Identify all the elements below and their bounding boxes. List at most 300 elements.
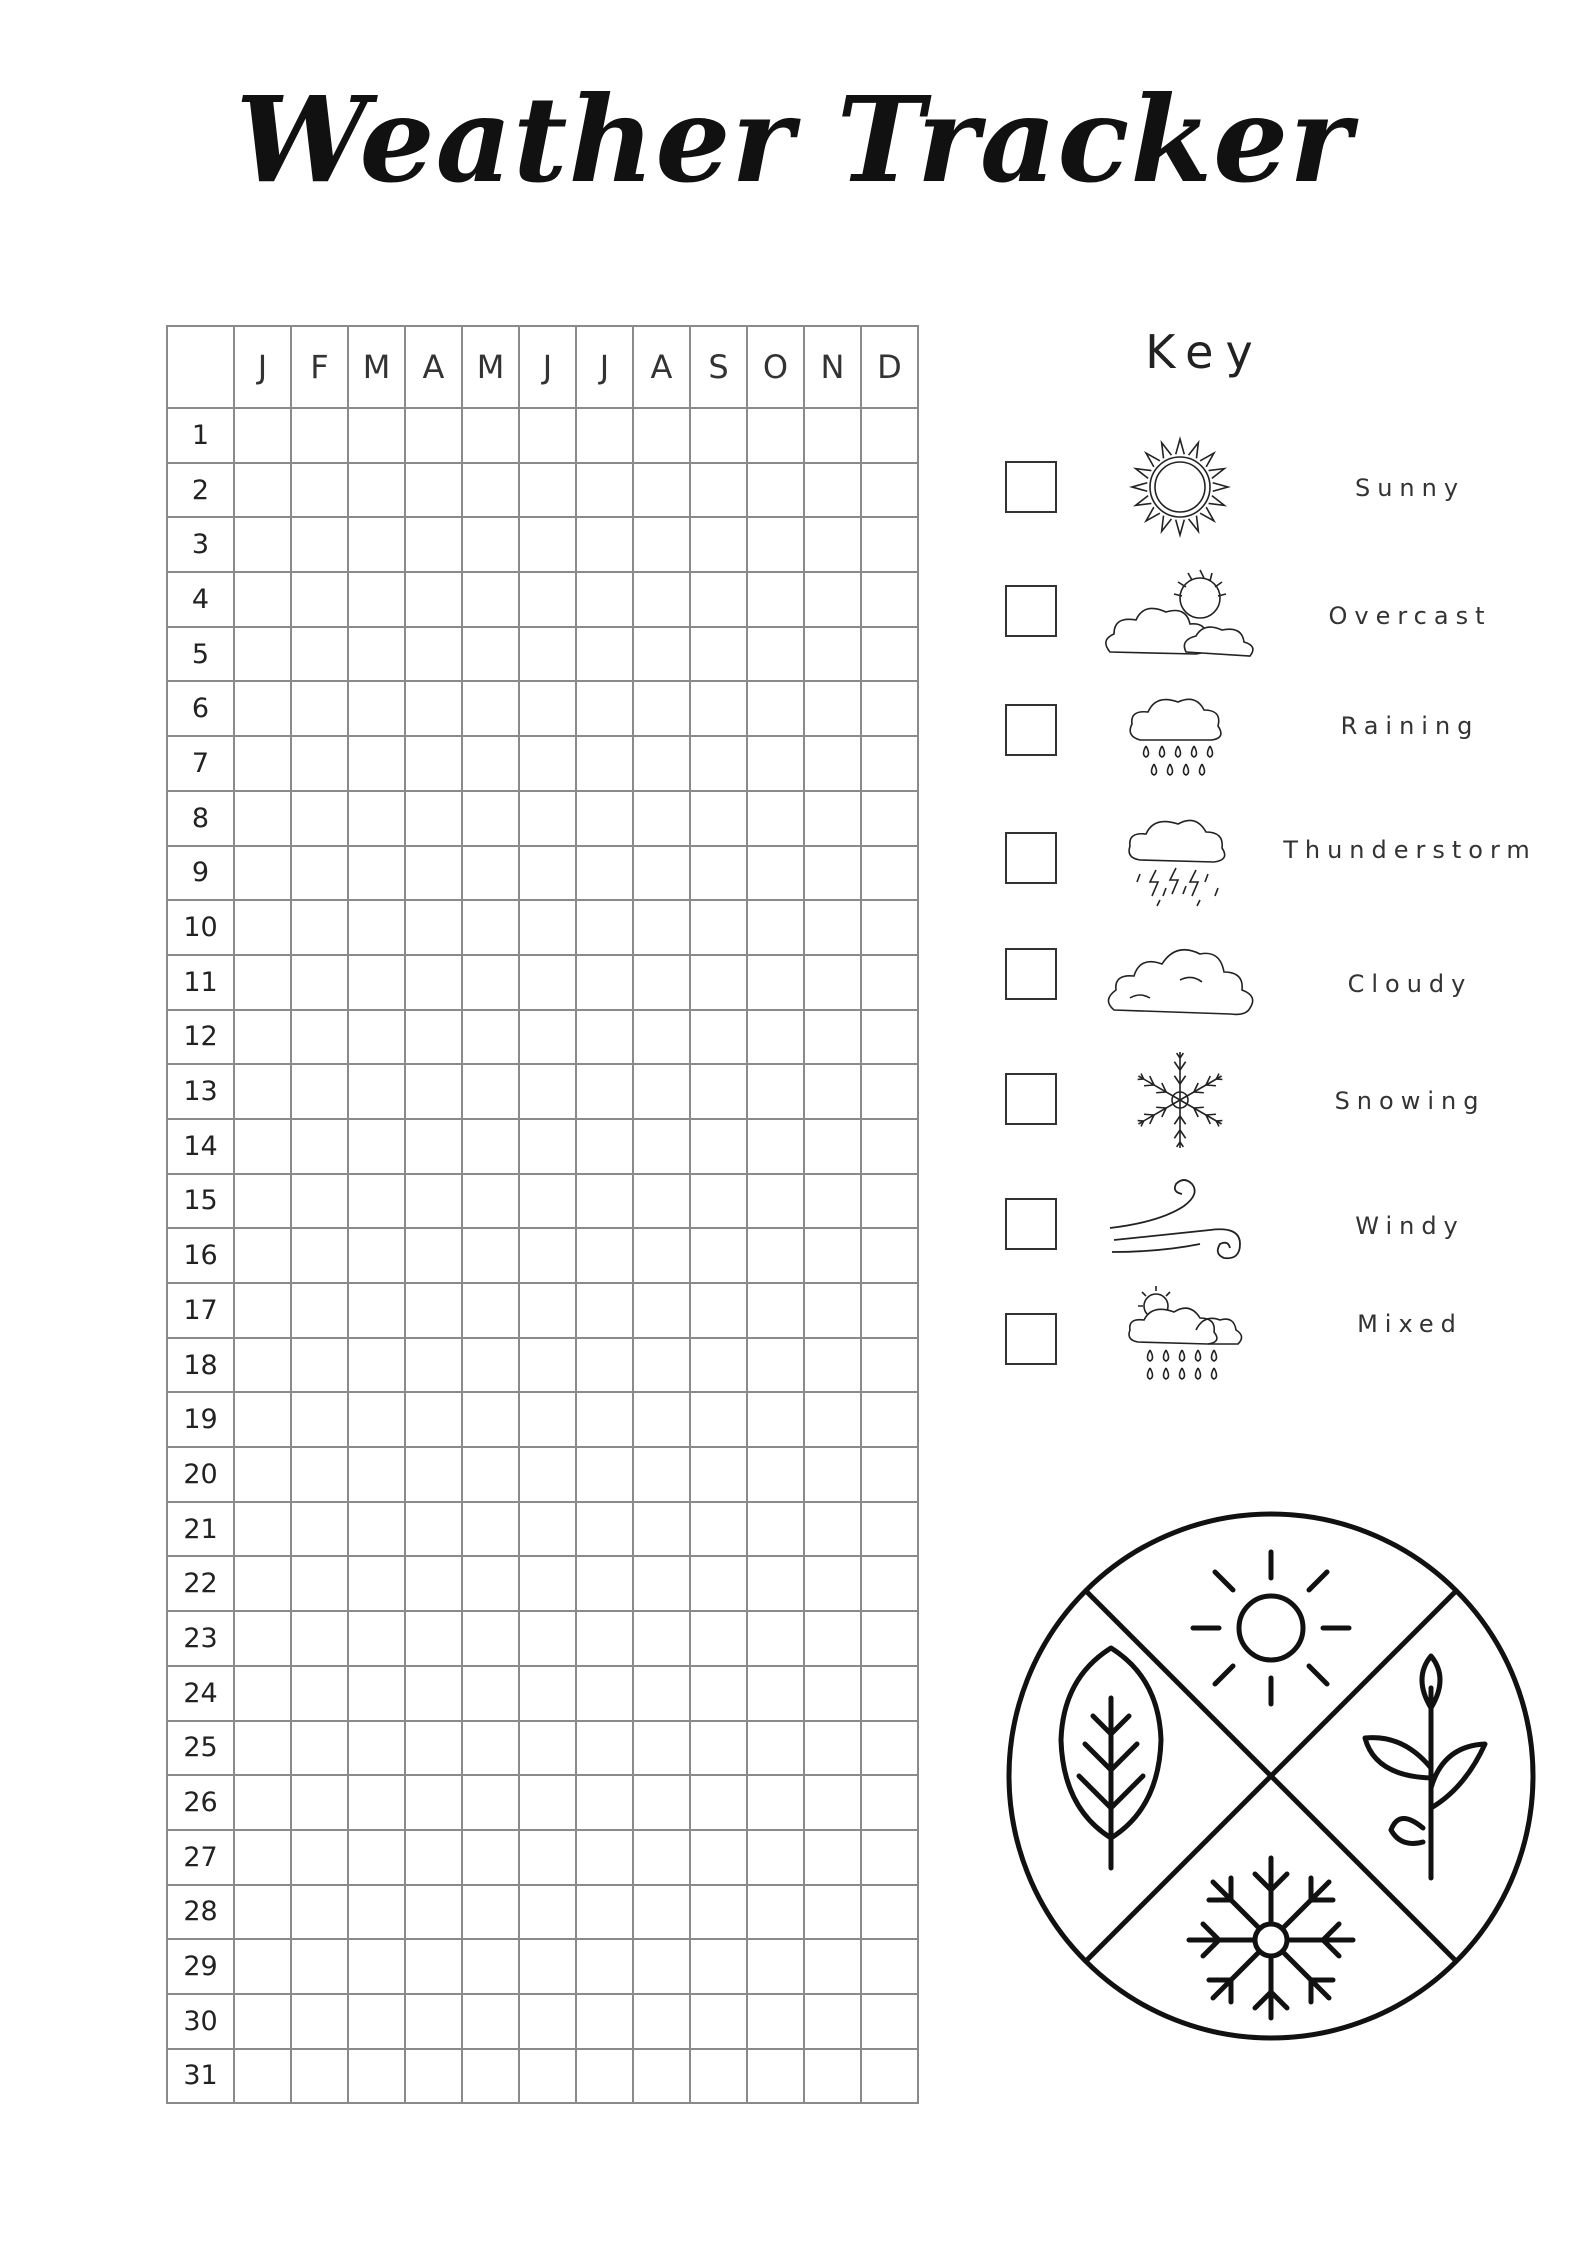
tracker-cell[interactable]	[519, 681, 576, 736]
tracker-cell[interactable]	[234, 1556, 291, 1611]
tracker-cell[interactable]	[633, 1611, 690, 1666]
tracker-cell[interactable]	[234, 736, 291, 791]
tracker-cell[interactable]	[690, 1228, 747, 1283]
tracker-cell[interactable]	[405, 1830, 462, 1885]
tracker-cell[interactable]	[690, 1119, 747, 1174]
tracker-cell[interactable]	[291, 955, 348, 1010]
tracker-cell[interactable]	[405, 463, 462, 518]
tracker-cell[interactable]	[405, 1228, 462, 1283]
tracker-cell[interactable]	[633, 2049, 690, 2104]
tracker-cell[interactable]	[804, 1010, 861, 1065]
tracker-cell[interactable]	[690, 572, 747, 627]
tracker-cell[interactable]	[804, 517, 861, 572]
tracker-cell[interactable]	[576, 955, 633, 1010]
tracker-cell[interactable]	[804, 1939, 861, 1994]
tracker-cell[interactable]	[861, 900, 918, 955]
tracker-cell[interactable]	[633, 1885, 690, 1940]
tracker-cell[interactable]	[405, 1939, 462, 1994]
tracker-cell[interactable]	[804, 791, 861, 846]
tracker-cell[interactable]	[519, 572, 576, 627]
tracker-cell[interactable]	[576, 1556, 633, 1611]
tracker-cell[interactable]	[633, 1447, 690, 1502]
tracker-cell[interactable]	[576, 627, 633, 682]
tracker-cell[interactable]	[861, 627, 918, 682]
tracker-cell[interactable]	[405, 1283, 462, 1338]
tracker-cell[interactable]	[405, 517, 462, 572]
tracker-cell[interactable]	[462, 1010, 519, 1065]
tracker-cell[interactable]	[519, 1885, 576, 1940]
tracker-cell[interactable]	[405, 627, 462, 682]
tracker-cell[interactable]	[291, 1064, 348, 1119]
tracker-cell[interactable]	[405, 736, 462, 791]
tracker-cell[interactable]	[234, 1775, 291, 1830]
tracker-cell[interactable]	[747, 1502, 804, 1557]
tracker-cell[interactable]	[291, 1775, 348, 1830]
tracker-cell[interactable]	[804, 1392, 861, 1447]
tracker-cell[interactable]	[348, 1010, 405, 1065]
tracker-cell[interactable]	[861, 1994, 918, 2049]
sunny-checkbox[interactable]	[1005, 461, 1057, 513]
tracker-cell[interactable]	[348, 1392, 405, 1447]
tracker-cell[interactable]	[576, 517, 633, 572]
tracker-cell[interactable]	[462, 900, 519, 955]
tracker-cell[interactable]	[747, 846, 804, 901]
tracker-cell[interactable]	[861, 1556, 918, 1611]
tracker-cell[interactable]	[690, 463, 747, 518]
tracker-cell[interactable]	[462, 1119, 519, 1174]
tracker-cell[interactable]	[462, 791, 519, 846]
cloudy-checkbox[interactable]	[1005, 948, 1057, 1000]
tracker-cell[interactable]	[576, 1447, 633, 1502]
tracker-cell[interactable]	[804, 1830, 861, 1885]
tracker-cell[interactable]	[576, 1939, 633, 1994]
tracker-cell[interactable]	[576, 1611, 633, 1666]
tracker-cell[interactable]	[690, 1721, 747, 1776]
tracker-cell[interactable]	[348, 791, 405, 846]
tracker-cell[interactable]	[861, 572, 918, 627]
tracker-cell[interactable]	[405, 1502, 462, 1557]
tracker-cell[interactable]	[633, 463, 690, 518]
tracker-cell[interactable]	[405, 408, 462, 463]
tracker-cell[interactable]	[519, 1666, 576, 1721]
tracker-cell[interactable]	[291, 1666, 348, 1721]
tracker-cell[interactable]	[462, 1447, 519, 1502]
tracker-cell[interactable]	[690, 900, 747, 955]
tracker-cell[interactable]	[234, 1010, 291, 1065]
tracker-cell[interactable]	[633, 736, 690, 791]
tracker-cell[interactable]	[348, 1447, 405, 1502]
tracker-cell[interactable]	[804, 1611, 861, 1666]
tracker-cell[interactable]	[747, 1119, 804, 1174]
tracker-cell[interactable]	[633, 1338, 690, 1393]
tracker-cell[interactable]	[633, 1775, 690, 1830]
tracker-cell[interactable]	[462, 1994, 519, 2049]
tracker-cell[interactable]	[747, 1939, 804, 1994]
tracker-cell[interactable]	[861, 681, 918, 736]
tracker-cell[interactable]	[234, 1338, 291, 1393]
tracker-cell[interactable]	[804, 681, 861, 736]
tracker-cell[interactable]	[234, 463, 291, 518]
tracker-cell[interactable]	[747, 2049, 804, 2104]
tracker-cell[interactable]	[804, 572, 861, 627]
tracker-cell[interactable]	[747, 681, 804, 736]
tracker-cell[interactable]	[348, 955, 405, 1010]
tracker-cell[interactable]	[576, 1885, 633, 1940]
tracker-cell[interactable]	[861, 1611, 918, 1666]
tracker-cell[interactable]	[519, 517, 576, 572]
overcast-checkbox[interactable]	[1005, 585, 1057, 637]
tracker-cell[interactable]	[405, 1775, 462, 1830]
tracker-cell[interactable]	[234, 681, 291, 736]
tracker-cell[interactable]	[519, 846, 576, 901]
tracker-cell[interactable]	[519, 1939, 576, 1994]
tracker-cell[interactable]	[861, 1939, 918, 1994]
tracker-cell[interactable]	[291, 463, 348, 518]
tracker-cell[interactable]	[747, 791, 804, 846]
tracker-cell[interactable]	[234, 1611, 291, 1666]
tracker-cell[interactable]	[804, 1994, 861, 2049]
tracker-cell[interactable]	[861, 1283, 918, 1338]
tracker-cell[interactable]	[861, 2049, 918, 2104]
tracker-cell[interactable]	[462, 1064, 519, 1119]
tracker-cell[interactable]	[291, 1283, 348, 1338]
tracker-cell[interactable]	[804, 846, 861, 901]
tracker-cell[interactable]	[861, 1338, 918, 1393]
tracker-cell[interactable]	[576, 681, 633, 736]
tracker-cell[interactable]	[804, 2049, 861, 2104]
mixed-checkbox[interactable]	[1005, 1313, 1057, 1365]
tracker-cell[interactable]	[519, 1994, 576, 2049]
tracker-cell[interactable]	[234, 1392, 291, 1447]
tracker-cell[interactable]	[576, 1775, 633, 1830]
tracker-cell[interactable]	[462, 1885, 519, 1940]
tracker-cell[interactable]	[576, 2049, 633, 2104]
tracker-cell[interactable]	[348, 1666, 405, 1721]
tracker-cell[interactable]	[633, 681, 690, 736]
tracker-cell[interactable]	[462, 1666, 519, 1721]
tracker-cell[interactable]	[633, 572, 690, 627]
tracker-cell[interactable]	[405, 1611, 462, 1666]
tracker-cell[interactable]	[747, 1611, 804, 1666]
tracker-cell[interactable]	[690, 2049, 747, 2104]
tracker-cell[interactable]	[747, 1174, 804, 1229]
tracker-cell[interactable]	[462, 681, 519, 736]
tracker-cell[interactable]	[804, 1283, 861, 1338]
tracker-cell[interactable]	[291, 627, 348, 682]
tracker-cell[interactable]	[405, 1666, 462, 1721]
tracker-cell[interactable]	[633, 1119, 690, 1174]
tracker-cell[interactable]	[861, 1666, 918, 1721]
tracker-cell[interactable]	[234, 1174, 291, 1229]
tracker-cell[interactable]	[462, 1830, 519, 1885]
tracker-cell[interactable]	[519, 1119, 576, 1174]
tracker-cell[interactable]	[633, 1010, 690, 1065]
tracker-cell[interactable]	[690, 1939, 747, 1994]
tracker-cell[interactable]	[519, 1228, 576, 1283]
tracker-cell[interactable]	[690, 408, 747, 463]
tracker-cell[interactable]	[291, 1119, 348, 1174]
tracker-cell[interactable]	[462, 463, 519, 518]
tracker-cell[interactable]	[519, 1556, 576, 1611]
tracker-cell[interactable]	[633, 791, 690, 846]
tracker-cell[interactable]	[804, 1556, 861, 1611]
tracker-cell[interactable]	[576, 1721, 633, 1776]
tracker-cell[interactable]	[747, 1666, 804, 1721]
tracker-cell[interactable]	[576, 572, 633, 627]
tracker-cell[interactable]	[690, 1775, 747, 1830]
tracker-cell[interactable]	[348, 1338, 405, 1393]
tracker-cell[interactable]	[861, 517, 918, 572]
tracker-cell[interactable]	[690, 1338, 747, 1393]
tracker-cell[interactable]	[576, 1502, 633, 1557]
tracker-cell[interactable]	[291, 1338, 348, 1393]
tracker-cell[interactable]	[633, 408, 690, 463]
tracker-cell[interactable]	[348, 736, 405, 791]
tracker-cell[interactable]	[291, 900, 348, 955]
tracker-cell[interactable]	[405, 1338, 462, 1393]
tracker-cell[interactable]	[861, 846, 918, 901]
tracker-cell[interactable]	[462, 2049, 519, 2104]
tracker-cell[interactable]	[576, 1174, 633, 1229]
tracker-cell[interactable]	[348, 1119, 405, 1174]
tracker-cell[interactable]	[348, 900, 405, 955]
tracker-cell[interactable]	[348, 1830, 405, 1885]
tracker-cell[interactable]	[690, 1666, 747, 1721]
tracker-cell[interactable]	[348, 1994, 405, 2049]
tracker-cell[interactable]	[234, 1228, 291, 1283]
tracker-cell[interactable]	[690, 1556, 747, 1611]
tracker-cell[interactable]	[234, 627, 291, 682]
tracker-cell[interactable]	[690, 1064, 747, 1119]
tracker-cell[interactable]	[519, 1502, 576, 1557]
tracker-cell[interactable]	[804, 955, 861, 1010]
tracker-cell[interactable]	[405, 681, 462, 736]
tracker-cell[interactable]	[234, 791, 291, 846]
tracker-cell[interactable]	[690, 1392, 747, 1447]
tracker-cell[interactable]	[291, 408, 348, 463]
tracker-cell[interactable]	[747, 517, 804, 572]
tracker-cell[interactable]	[576, 1666, 633, 1721]
tracker-cell[interactable]	[291, 791, 348, 846]
tracker-cell[interactable]	[519, 1283, 576, 1338]
tracker-cell[interactable]	[291, 1611, 348, 1666]
tracker-cell[interactable]	[747, 1338, 804, 1393]
tracker-cell[interactable]	[804, 1228, 861, 1283]
tracker-cell[interactable]	[861, 408, 918, 463]
tracker-cell[interactable]	[804, 1338, 861, 1393]
tracker-cell[interactable]	[348, 1775, 405, 1830]
tracker-cell[interactable]	[633, 846, 690, 901]
tracker-cell[interactable]	[462, 1721, 519, 1776]
tracker-cell[interactable]	[234, 1666, 291, 1721]
tracker-cell[interactable]	[633, 1228, 690, 1283]
tracker-cell[interactable]	[633, 1994, 690, 2049]
tracker-cell[interactable]	[747, 1447, 804, 1502]
tracker-cell[interactable]	[690, 846, 747, 901]
tracker-cell[interactable]	[576, 1064, 633, 1119]
tracker-cell[interactable]	[519, 955, 576, 1010]
tracker-cell[interactable]	[747, 463, 804, 518]
tracker-cell[interactable]	[747, 1283, 804, 1338]
tracker-cell[interactable]	[291, 517, 348, 572]
tracker-cell[interactable]	[633, 1174, 690, 1229]
tracker-cell[interactable]	[690, 1994, 747, 2049]
tracker-cell[interactable]	[861, 463, 918, 518]
tracker-cell[interactable]	[576, 900, 633, 955]
tracker-cell[interactable]	[234, 1994, 291, 2049]
tracker-cell[interactable]	[576, 1338, 633, 1393]
tracker-cell[interactable]	[291, 572, 348, 627]
tracker-cell[interactable]	[462, 1939, 519, 1994]
tracker-cell[interactable]	[747, 1556, 804, 1611]
tracker-cell[interactable]	[576, 1119, 633, 1174]
tracker-cell[interactable]	[291, 1721, 348, 1776]
tracker-cell[interactable]	[861, 1885, 918, 1940]
tracker-cell[interactable]	[291, 1174, 348, 1229]
tracker-cell[interactable]	[576, 1228, 633, 1283]
tracker-cell[interactable]	[747, 900, 804, 955]
tracker-cell[interactable]	[633, 1939, 690, 1994]
tracker-cell[interactable]	[234, 1283, 291, 1338]
tracker-cell[interactable]	[348, 1228, 405, 1283]
tracker-cell[interactable]	[633, 1556, 690, 1611]
tracker-cell[interactable]	[519, 463, 576, 518]
tracker-cell[interactable]	[633, 517, 690, 572]
tracker-cell[interactable]	[234, 1502, 291, 1557]
tracker-cell[interactable]	[861, 1502, 918, 1557]
tracker-cell[interactable]	[804, 408, 861, 463]
tracker-cell[interactable]	[690, 955, 747, 1010]
windy-checkbox[interactable]	[1005, 1198, 1057, 1250]
tracker-cell[interactable]	[291, 736, 348, 791]
tracker-cell[interactable]	[576, 846, 633, 901]
tracker-cell[interactable]	[462, 408, 519, 463]
tracker-cell[interactable]	[462, 1502, 519, 1557]
tracker-cell[interactable]	[861, 1228, 918, 1283]
tracker-cell[interactable]	[861, 1447, 918, 1502]
tracker-cell[interactable]	[291, 1885, 348, 1940]
tracker-cell[interactable]	[519, 1775, 576, 1830]
tracker-cell[interactable]	[348, 1556, 405, 1611]
tracker-cell[interactable]	[633, 1392, 690, 1447]
tracker-cell[interactable]	[462, 1611, 519, 1666]
tracker-cell[interactable]	[747, 955, 804, 1010]
tracker-cell[interactable]	[291, 1556, 348, 1611]
tracker-cell[interactable]	[348, 1174, 405, 1229]
tracker-cell[interactable]	[633, 1283, 690, 1338]
tracker-cell[interactable]	[861, 1174, 918, 1229]
tracker-cell[interactable]	[576, 408, 633, 463]
tracker-cell[interactable]	[747, 627, 804, 682]
tracker-cell[interactable]	[576, 1392, 633, 1447]
tracker-cell[interactable]	[462, 846, 519, 901]
tracker-cell[interactable]	[804, 1885, 861, 1940]
tracker-cell[interactable]	[234, 1119, 291, 1174]
tracker-cell[interactable]	[348, 463, 405, 518]
tracker-cell[interactable]	[633, 900, 690, 955]
tracker-cell[interactable]	[234, 1064, 291, 1119]
tracker-cell[interactable]	[690, 1447, 747, 1502]
tracker-cell[interactable]	[405, 1174, 462, 1229]
tracker-cell[interactable]	[576, 1283, 633, 1338]
tracker-cell[interactable]	[462, 1174, 519, 1229]
tracker-cell[interactable]	[633, 1502, 690, 1557]
tracker-cell[interactable]	[519, 1447, 576, 1502]
tracker-cell[interactable]	[690, 1010, 747, 1065]
tracker-cell[interactable]	[234, 1721, 291, 1776]
tracker-cell[interactable]	[348, 572, 405, 627]
tracker-cell[interactable]	[291, 846, 348, 901]
tracker-cell[interactable]	[348, 2049, 405, 2104]
tracker-cell[interactable]	[519, 1338, 576, 1393]
tracker-cell[interactable]	[462, 1338, 519, 1393]
tracker-cell[interactable]	[405, 1447, 462, 1502]
tracker-cell[interactable]	[348, 1064, 405, 1119]
tracker-cell[interactable]	[405, 791, 462, 846]
tracker-cell[interactable]	[234, 955, 291, 1010]
tracker-cell[interactable]	[405, 572, 462, 627]
tracker-cell[interactable]	[405, 846, 462, 901]
tracker-cell[interactable]	[747, 1064, 804, 1119]
tracker-cell[interactable]	[861, 1830, 918, 1885]
tracker-cell[interactable]	[747, 1994, 804, 2049]
tracker-cell[interactable]	[291, 681, 348, 736]
tracker-cell[interactable]	[576, 1010, 633, 1065]
tracker-cell[interactable]	[804, 1775, 861, 1830]
tracker-cell[interactable]	[861, 1721, 918, 1776]
tracker-cell[interactable]	[519, 736, 576, 791]
tracker-cell[interactable]	[462, 1283, 519, 1338]
tracker-cell[interactable]	[348, 408, 405, 463]
tracker-cell[interactable]	[291, 1830, 348, 1885]
tracker-cell[interactable]	[519, 1721, 576, 1776]
tracker-cell[interactable]	[519, 1174, 576, 1229]
tracker-cell[interactable]	[234, 1939, 291, 1994]
tracker-cell[interactable]	[804, 1721, 861, 1776]
tracker-cell[interactable]	[690, 736, 747, 791]
tracker-cell[interactable]	[861, 791, 918, 846]
tracker-cell[interactable]	[519, 1830, 576, 1885]
tracker-cell[interactable]	[234, 408, 291, 463]
tracker-cell[interactable]	[861, 1119, 918, 1174]
tracker-cell[interactable]	[462, 1775, 519, 1830]
tracker-cell[interactable]	[234, 1447, 291, 1502]
tracker-cell[interactable]	[405, 1994, 462, 2049]
tracker-cell[interactable]	[348, 517, 405, 572]
thunderstorm-checkbox[interactable]	[1005, 832, 1057, 884]
tracker-cell[interactable]	[462, 1228, 519, 1283]
tracker-cell[interactable]	[405, 1119, 462, 1174]
tracker-cell[interactable]	[291, 1502, 348, 1557]
snowing-checkbox[interactable]	[1005, 1073, 1057, 1125]
tracker-cell[interactable]	[405, 900, 462, 955]
tracker-cell[interactable]	[405, 1556, 462, 1611]
tracker-cell[interactable]	[804, 1064, 861, 1119]
tracker-cell[interactable]	[291, 1228, 348, 1283]
tracker-cell[interactable]	[462, 627, 519, 682]
tracker-cell[interactable]	[861, 1775, 918, 1830]
tracker-cell[interactable]	[234, 2049, 291, 2104]
tracker-cell[interactable]	[291, 1447, 348, 1502]
tracker-cell[interactable]	[234, 572, 291, 627]
tracker-cell[interactable]	[291, 1994, 348, 2049]
tracker-cell[interactable]	[348, 1721, 405, 1776]
tracker-cell[interactable]	[576, 1830, 633, 1885]
tracker-cell[interactable]	[519, 791, 576, 846]
tracker-cell[interactable]	[519, 1064, 576, 1119]
tracker-cell[interactable]	[348, 681, 405, 736]
tracker-cell[interactable]	[405, 1392, 462, 1447]
